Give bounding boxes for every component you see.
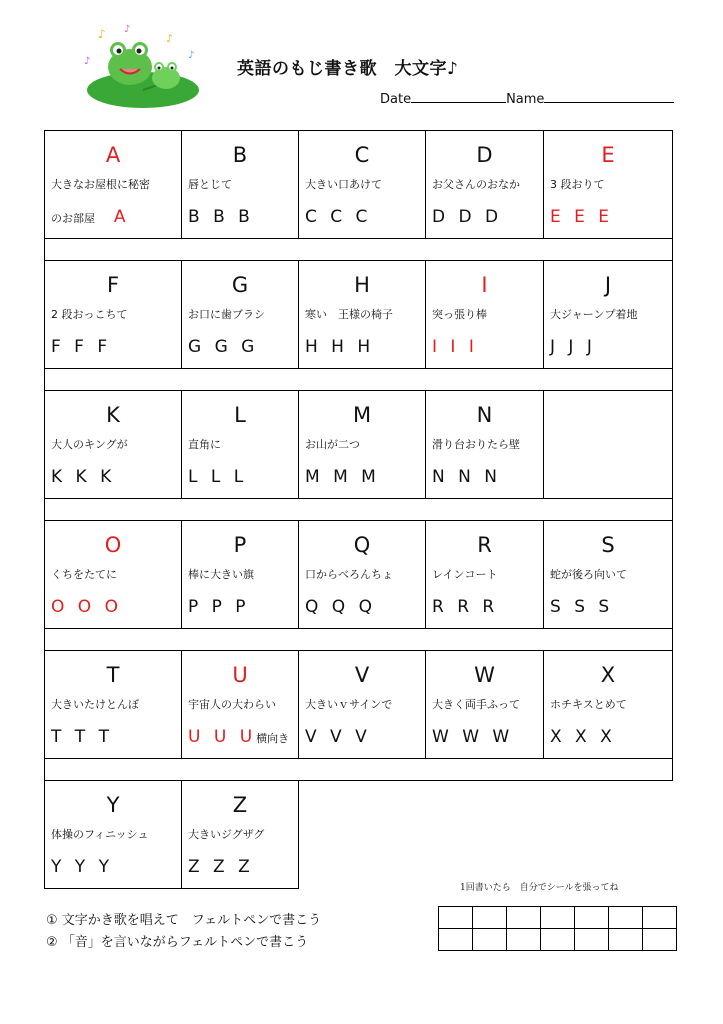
sticker-instruction: 1回書いたら 自分でシールを張ってね [460,883,619,893]
letter-heading: U [232,663,248,687]
letter-song-lyric: 体操のフィニッシュ [51,828,149,841]
practice-text: U U U [188,727,257,747]
letter-heading: X [600,663,616,687]
letter-row [45,651,673,759]
letter-heading: V [354,663,370,687]
sticker-box[interactable] [541,907,575,929]
letter-song-lyric: 大ジャーンプ着地 [550,308,638,321]
practice-letters[interactable] [182,846,298,888]
practice-text: D D D [432,207,503,227]
practice-letters[interactable] [299,326,425,368]
letter-heading: Q [353,533,371,557]
letter-song-lyric: ホチキスとめて [550,698,627,711]
letter-song-lyric: 大きいｖサインで [305,698,393,711]
letter-heading: Y [106,793,120,817]
letter-song-lyric: 大きい口あけて [305,178,382,191]
practice-text: E E E [550,207,614,227]
letter-cell-e [544,131,673,239]
practice-text: I I I [432,337,478,357]
letter-cell-k [45,391,182,499]
practice-text: Q Q Q [305,597,376,617]
letter-heading: T [106,663,120,687]
letter-song-lyric: 宇宙人の大わらい [188,698,276,711]
letter-cell-y [45,781,182,889]
sticker-box[interactable] [541,929,575,951]
letter-cell-g [182,261,299,369]
sticker-box[interactable] [643,929,677,951]
letter-song-lyric: お父さんのおなか [432,178,520,191]
letter-heading: B [232,143,248,167]
letter-cell-u [182,651,299,759]
letter-heading: Z [232,793,248,817]
letter-heading: R [477,533,492,557]
letter-heading: M [352,403,372,427]
practice-letters[interactable] [182,326,298,368]
letter-cell-r [426,521,544,629]
letter-song-lyric-cont: のお部屋 [51,212,95,225]
practice-letters[interactable] [182,586,298,628]
letter-song-lyric: 大きいジグザグ [188,828,265,841]
letter-song-lyric: 口からべろんちょ [305,568,393,581]
letter-heading: I [481,273,488,297]
letter-song-lyric: 直角に [188,438,221,451]
letter-song-lyric: 棒に大きい旗 [188,568,254,581]
sticker-box[interactable] [507,907,541,929]
practice-text: X X X [550,727,616,747]
letter-cell-m [299,391,426,499]
practice-text: M M M [305,467,380,487]
letter-song-lyric: 大きく両手ふって [432,698,520,711]
practice-text: N N N [432,467,501,487]
row-spacer [45,239,673,261]
practice-letters[interactable] [544,196,672,238]
letter-song-lyric: くちをたてに [51,568,117,581]
letter-grid [44,130,673,889]
letter-song-lyric: 蛇が後ろ向いて [550,568,627,581]
letter-song-lyric: レインコート [432,568,498,581]
practice-letters[interactable] [299,196,425,238]
page-title: 英語のもじ書き歌 大文字♪ [237,59,459,79]
letter-song-lyric: 大きいたけとんぼ [51,698,139,711]
practice-text: K K K [51,467,116,487]
practice-note: 横向き [256,732,290,745]
letter-heading: H [354,273,370,297]
spacer-cell [45,369,673,391]
letter-cell-d [426,131,544,239]
letter-cell-h [299,261,426,369]
letter-song-lyric: 3 段おりて [550,178,605,191]
letter-cell-j [544,261,673,369]
practice-letters[interactable] [544,326,672,368]
letter-cell-t [45,651,182,759]
instructions [46,910,321,954]
sticker-boxes [438,906,677,951]
sticker-box[interactable] [507,929,541,951]
sticker-box[interactable] [439,929,473,951]
letter-heading: K [106,403,120,427]
svg-text:♪: ♪ [188,50,195,61]
letter-cell-b [182,131,299,239]
letter-row [45,131,673,239]
practice-text: T T T [51,727,113,747]
practice-text: O O O [51,597,122,617]
blank-area [426,781,544,889]
letter-cell-a [45,131,182,239]
letter-cell-s [544,521,673,629]
letter-row [45,261,673,369]
spacer-cell [45,759,673,781]
sticker-box[interactable] [609,907,643,929]
practice-text: Y Y Y [51,857,113,877]
spacer-cell [45,499,673,521]
frog-illustration [78,22,208,112]
practice-letters[interactable] [426,196,543,238]
letter-cell-z [182,781,299,889]
letter-song-lyric: お口に歯ブラシ [188,308,265,321]
svg-text:♪: ♪ [124,24,131,35]
letter-heading: W [474,663,495,687]
letter-row [45,391,673,499]
letter-heading: L [234,403,246,427]
letter-cell-c [299,131,426,239]
practice-letters[interactable] [426,456,543,498]
practice-letters[interactable] [426,586,543,628]
letter-heading: D [476,143,493,167]
letter-cell-x [544,651,673,759]
letter-heading: C [354,143,370,167]
practice-text: A [113,207,130,227]
date-label: Date [380,92,412,107]
practice-letters[interactable] [182,196,298,238]
practice-text: Z Z Z [188,857,254,877]
letter-cell-n [426,391,544,499]
letter-cell-i [426,261,544,369]
letter-heading: G [231,273,249,297]
letter-song-lyric: 大きなお屋根に秘密 [51,178,150,191]
practice-letters[interactable] [544,586,672,628]
practice-text: G G G [188,337,259,357]
practice-letters[interactable] [544,716,672,758]
letter-cell-w [426,651,544,759]
practice-letters[interactable] [45,326,181,368]
letter-heading: J [604,273,612,297]
practice-text: B B B [188,207,254,227]
practice-text: H H H [305,337,375,357]
instruction-2: ② 「音」を言いながらフェルトペンで書こう [46,935,309,950]
sticker-box[interactable] [609,929,643,951]
practice-text: J J J [550,337,596,357]
letter-song-lyric: 滑り台おりたら壁 [432,438,520,451]
practice-letters[interactable] [299,586,425,628]
letter-heading: F [106,273,120,297]
name-label: Name [506,92,545,107]
letter-song-lyric: 寒い 王様の椅子 [305,308,393,321]
blank-area [544,781,673,889]
letter-cell-p [182,521,299,629]
empty-cell [544,391,673,499]
letter-cell-l [182,391,299,499]
row-spacer [45,499,673,521]
practice-letters[interactable] [299,456,425,498]
sticker-box[interactable] [439,907,473,929]
practice-text: V V V [305,727,371,747]
letter-row [45,781,673,889]
blank-area [299,781,426,889]
letter-cell-f [45,261,182,369]
letter-row [45,521,673,629]
row-spacer [45,369,673,391]
practice-letters[interactable] [45,196,181,238]
instruction-1: ① 文字かき歌を唱えて フェルトペンで書こう [46,913,322,928]
spacer-cell [45,629,673,651]
letter-heading: A [105,143,121,167]
practice-text: F F F [51,337,112,357]
practice-letters[interactable] [299,716,425,758]
row-spacer [45,629,673,651]
sticker-box[interactable] [473,907,507,929]
letter-song-lyric: 2 段おっこちて [51,308,128,321]
sticker-box[interactable] [643,907,677,929]
date-name-line [380,90,674,107]
letter-heading: O [104,533,122,557]
letter-heading: S [601,533,615,557]
sticker-box[interactable] [575,929,609,951]
letter-heading: N [476,403,493,427]
letter-cell-v [299,651,426,759]
letter-heading: P [233,533,247,557]
letter-song-lyric: 大人のキングが [51,438,128,451]
practice-letters[interactable] [426,716,543,758]
name-blank[interactable] [544,90,674,103]
svg-text:♪: ♪ [84,56,91,67]
practice-text: L L L [188,467,248,487]
practice-letters[interactable] [45,846,181,888]
letter-cell-o [45,521,182,629]
practice-letters[interactable] [182,456,298,498]
sticker-box[interactable] [575,907,609,929]
row-spacer [45,759,673,781]
practice-text: C C C [305,207,372,227]
svg-text:♪: ♪ [166,32,174,45]
practice-text: W W W [432,727,514,747]
practice-letters[interactable] [45,716,181,758]
letter-song-lyric: 唇とじて [188,178,232,191]
practice-letters[interactable] [182,716,298,758]
sticker-box[interactable] [473,929,507,951]
spacer-cell [45,239,673,261]
letter-cell-q [299,521,426,629]
date-blank[interactable] [411,90,506,103]
practice-letters[interactable] [45,456,181,498]
practice-letters[interactable] [426,326,543,368]
practice-text: P P P [188,597,250,617]
practice-text: R R R [432,597,499,617]
practice-letters[interactable] [45,586,181,628]
practice-text: S S S [550,597,614,617]
letter-song-lyric: お山が二つ [305,438,360,451]
letter-heading: E [601,143,615,167]
letter-song-lyric: 突っ張り棒 [432,308,487,321]
svg-text:♪: ♪ [98,27,106,41]
